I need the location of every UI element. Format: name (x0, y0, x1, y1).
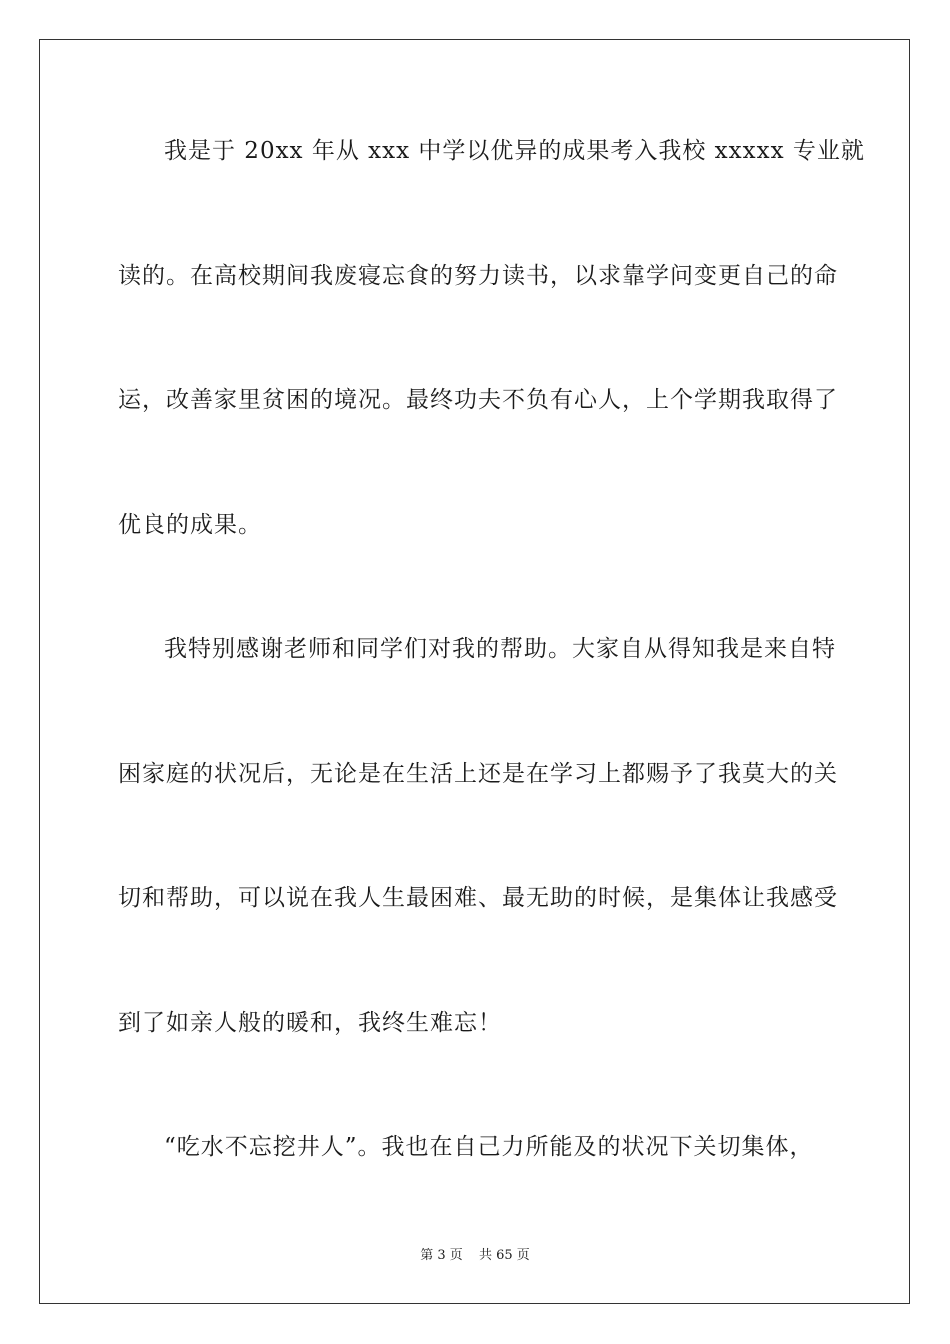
paragraph-1-line-1: 我是于 20xx 年从 xxx 中学以优异的成果考入我校 xxxxx 专业就 (164, 138, 865, 164)
paragraph-2-line-4: 到了如亲人般的暖和，我终生难忘！ (118, 1010, 502, 1036)
paragraph-2-line-2: 困家庭的状况后，无论是在生活上还是在学习上都赐予了我莫大的关 (118, 761, 838, 787)
paragraph-2-line-1: 我特别感谢老师和同学们对我的帮助。大家自从得知我是来自特 (164, 636, 836, 662)
page-border (39, 39, 910, 1304)
paragraph-1-line-4: 优良的成果。 (118, 512, 262, 538)
paragraph-3-line-1: “吃水不忘挖井人”。我也在自己力所能及的状况下关切集体， (164, 1134, 814, 1160)
page-footer (0, 1247, 950, 1265)
paragraph-1-line-3: 运，改善家里贫困的境况。最终功夫不负有心人，上个学期我取得了 (118, 387, 838, 413)
paragraph-1-line-2: 读的。在高校期间我废寝忘食的努力读书，以求靠学问变更自己的命 (118, 263, 838, 289)
page-total: 共 65 页 (478, 1248, 530, 1263)
paragraph-2-line-3: 切和帮助，可以说在我人生最困难、最无助的时候，是集体让我感受 (118, 885, 838, 911)
page-number: 第 3 页 (420, 1248, 463, 1263)
